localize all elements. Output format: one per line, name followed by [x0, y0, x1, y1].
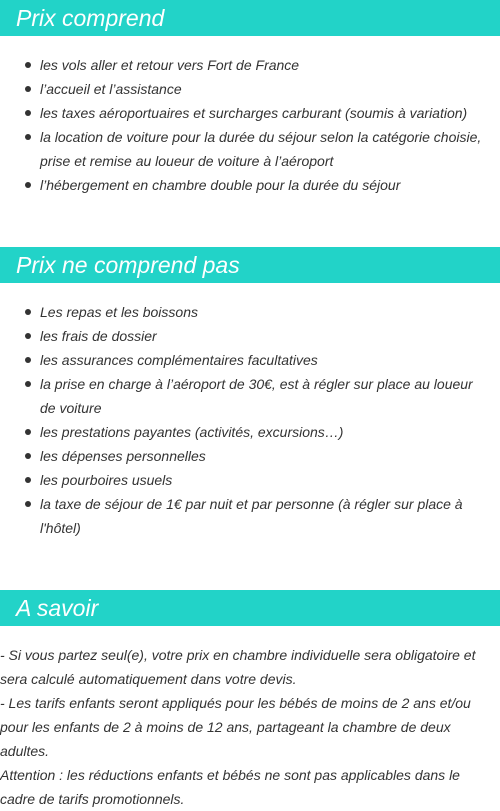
bullet-icon: [25, 134, 31, 140]
list-item-text: les prestations payantes (activités, excursions…): [40, 424, 344, 440]
bullet-icon: [25, 429, 31, 435]
list-item: [0, 173, 500, 197]
list-item: [0, 324, 500, 348]
info-text-block: [0, 643, 500, 811]
list-item: [0, 348, 500, 372]
list-item: [0, 468, 500, 492]
list-item-text: l’accueil et l’assistance: [40, 81, 182, 97]
list-item-text: les vols aller et retour vers Fort de France: [40, 57, 300, 73]
list-item: [0, 101, 500, 125]
bullet-icon: [25, 501, 31, 507]
bullet-icon: [25, 357, 31, 363]
info-paragraph: Attention : les réductions enfants et bébés ne sont pas applicables dans le cadre de tarifs promotionnels.: [0, 767, 460, 807]
list-item-text: les frais de dossier: [40, 328, 157, 344]
list-item-text: les taxes aéroportuaires et surcharges carburant (soumis à variation): [40, 105, 468, 121]
list-item: [0, 125, 500, 173]
bullet-icon: [25, 309, 31, 315]
bullet-icon: [25, 182, 31, 188]
included-list: [0, 53, 500, 197]
list-item-text: l’hébergement en chambre double pour la durée du séjour: [40, 177, 401, 193]
list-item: [0, 420, 500, 444]
bullet-icon: [25, 86, 31, 92]
list-item: [0, 77, 500, 101]
list-item: [0, 53, 500, 77]
bullet-icon: [25, 453, 31, 459]
section-header-excluded: Prix ne comprend pas: [0, 247, 500, 283]
bullet-icon: [25, 110, 31, 116]
list-item-text: la taxe de séjour de 1€ par nuit et par personne (à régler sur place à l'hôtel): [40, 496, 463, 536]
section-header-included: Prix comprend: [0, 0, 500, 36]
list-item-text: les assurances complémentaires facultatives: [40, 352, 318, 368]
list-item-text: la prise en charge à l’aéroport de 30€, est à régler sur place au loueur de voiture: [40, 376, 473, 416]
list-item: [0, 492, 500, 540]
list-item-text: Les repas et les boissons: [40, 304, 198, 320]
bullet-icon: [25, 477, 31, 483]
bullet-icon: [25, 381, 31, 387]
bullet-icon: [25, 333, 31, 339]
excluded-list: [0, 300, 500, 540]
list-item: [0, 300, 500, 324]
info-paragraph: - Les tarifs enfants seront appliqués pour les bébés de moins de 2 ans et/ou pour les enfants de 2 à moins de 12 ans, partageant la chambre de deux adultes.: [0, 695, 471, 759]
list-item: [0, 372, 500, 420]
info-paragraph: - Si vous partez seul(e), votre prix en chambre individuelle sera obligatoire et sera calculé automatiquement dans votre devis.: [0, 647, 476, 687]
list-item-text: les dépenses personnelles: [40, 448, 206, 464]
section-header-info: A savoir: [0, 590, 500, 626]
list-item: [0, 444, 500, 468]
list-item-text: la location de voiture pour la durée du séjour selon la catégorie choisie, prise et remise au loueur de voiture à l’aéroport: [40, 129, 482, 169]
list-item-text: les pourboires usuels: [40, 472, 173, 488]
bullet-icon: [25, 62, 31, 68]
